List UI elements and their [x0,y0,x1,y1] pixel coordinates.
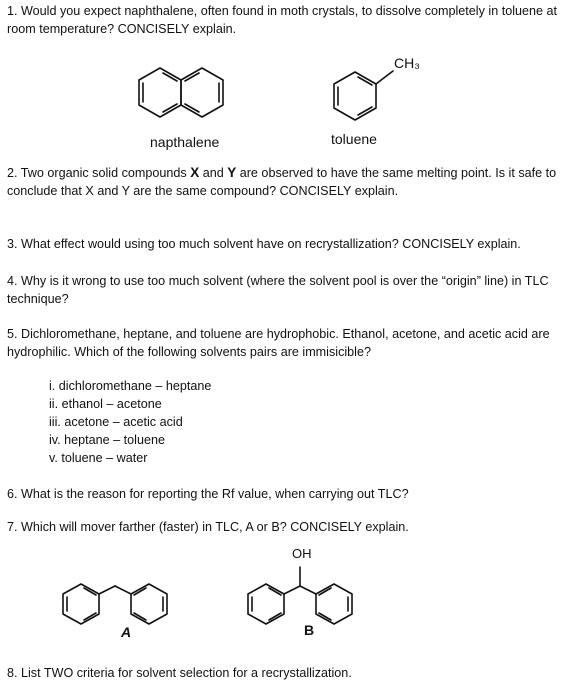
question-2-part-3: are observed to have the same melting point. Is it safe to conclude that X and Y are the same compound? CONCISELY explain. [7,166,557,198]
toluene-label: toluene [331,131,377,147]
question-1: 1. Would you expect naphthalene, often found in moth crystals, to dissolve completely in toluene at room temperature? CONCISELY explain. [7,4,558,36]
compound-a-label: A [121,624,132,640]
question-2-part-2: and [199,166,228,180]
question-3: 3. What effect would using too much solvent have on recrystallization? CONCISELY explain. [7,237,521,251]
option-1: i. dichloromethane – heptane [49,379,212,393]
question-8: 8. List TWO criteria for solvent selection for a recrystallization. [7,666,352,680]
option-3: iii. acetone – acetic acid [49,415,183,429]
compound-x-label: X [190,165,200,180]
question-5: 5. Dichloromethane, heptane, and toluene are hydrophobic. Ethanol, acetone, and acetic acid are hydrophilic. Which of the following solvents pairs are immisicible? [7,327,550,359]
methyl-group-label: CH₃ [394,55,420,71]
question-6: 6. What is the reason for reporting the Rf value, when carrying out TLC? [7,487,409,501]
compound-b-structure [248,567,352,624]
compound-y-label: Y [227,165,237,180]
question-2-part-1: 2. Two organic solid compounds [7,166,191,180]
option-5: v. toluene – water [49,451,148,465]
compound-a-structure [63,584,167,624]
question-7: 7. Which will mover farther (faster) in TLC, A or B? CONCISELY explain. [7,520,409,534]
naphthalene-label: napthalene [150,134,220,150]
naphthalene-structure [139,68,223,117]
option-2: ii. ethanol – acetone [49,397,162,411]
compound-b-label: B [304,622,315,638]
question-4: 4. Why is it wrong to use too much solvent (where the solvent pool is over the “origin” line) in TLC technique? [7,274,549,306]
toluene-structure [334,71,393,120]
hydroxyl-group-label: OH [292,546,312,561]
option-4: iv. heptane – toluene [49,433,165,447]
